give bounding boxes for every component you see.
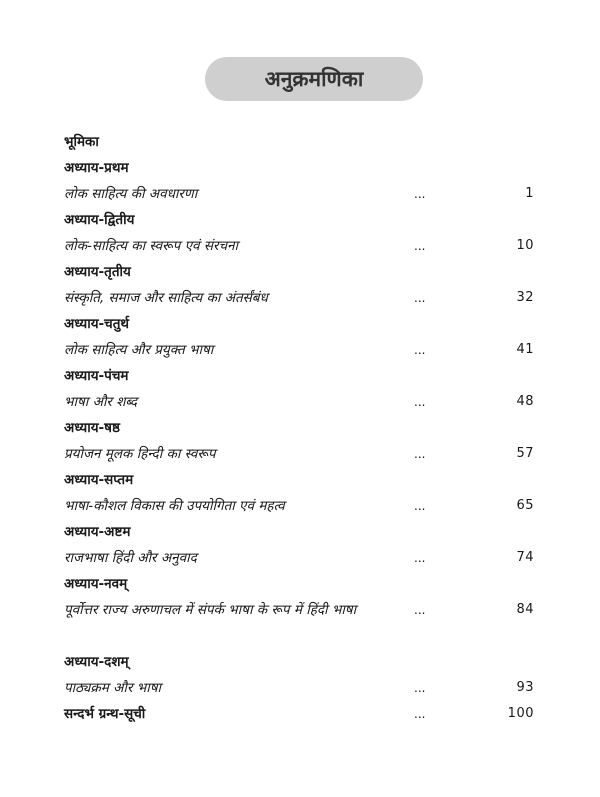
page-title: अनुक्रमणिका [205, 57, 423, 101]
toc-entry [64, 441, 534, 467]
toc-entry [64, 181, 534, 207]
toc-entry-title: पूर्वोत्तर राज्य अरुणाचल में संपर्क भाषा के रूप में हिंदी भाषा [64, 602, 357, 618]
leader-dots: ... [414, 447, 426, 461]
chapter-heading-text: अध्याय-प्रथम [64, 160, 129, 176]
leader-dots: ... [414, 395, 426, 409]
leader-dots: ... [414, 603, 426, 617]
chapter-heading-text: अध्याय-पंचम [64, 368, 129, 384]
chapter-heading-text: अध्याय-षष्ठ [64, 420, 120, 436]
toc-entry-title: राजभाषा हिंदी और अनुवाद [64, 550, 197, 566]
toc-entry-title: लोक-साहित्य का स्वरूप एवं संरचना [64, 238, 239, 254]
toc-entry [64, 701, 534, 727]
page-number: 100 [507, 706, 534, 721]
page-number: 57 [516, 446, 534, 461]
toc-entry [64, 493, 534, 519]
toc-entry [64, 285, 534, 311]
page-number: 41 [516, 342, 534, 357]
leader-dots: ... [414, 707, 426, 721]
chapter-heading [64, 155, 534, 181]
page-number: 32 [516, 290, 534, 305]
chapter-heading-text: भूमिका [64, 134, 99, 150]
chapter-heading [64, 129, 534, 155]
leader-dots: ... [414, 343, 426, 357]
page-number: 84 [516, 602, 534, 617]
toc-entry-title: भाषा और शब्द [64, 394, 138, 410]
chapter-heading [64, 259, 534, 285]
chapter-heading [64, 415, 534, 441]
chapter-heading-text: अध्याय-नवम् [64, 576, 128, 592]
chapter-heading-text: अध्याय-दशम् [64, 654, 129, 670]
chapter-heading [64, 467, 534, 493]
toc-entry [64, 233, 534, 259]
page-number: 65 [516, 498, 534, 513]
toc-entry [64, 675, 534, 701]
chapter-heading [64, 207, 534, 233]
toc-entry-title: प्रयोजन मूलक हिन्दी का स्वरूप [64, 446, 216, 462]
leader-dots: ... [414, 681, 426, 695]
chapter-heading-text: अध्याय-अष्टम [64, 524, 131, 540]
toc-entry-title: लोक साहित्य की अवधारणा [64, 186, 198, 202]
chapter-heading [64, 519, 534, 545]
chapter-heading-text: अध्याय-तृतीय [64, 264, 131, 280]
toc-entry-title: सन्दर्भ ग्रन्थ-सूची [64, 706, 146, 722]
chapter-heading [64, 649, 534, 675]
toc-entry-title: संस्कृति, समाज और साहित्य का अंतर्संबंध [64, 290, 268, 306]
table-of-contents [64, 129, 534, 727]
chapter-heading [64, 571, 534, 597]
leader-dots: ... [414, 499, 426, 513]
chapter-heading [64, 311, 534, 337]
toc-entry [64, 389, 534, 415]
chapter-heading [64, 363, 534, 389]
chapter-heading-text: अध्याय-द्वितीय [64, 212, 135, 228]
leader-dots: ... [414, 551, 426, 565]
toc-entry [64, 545, 534, 571]
page-number: 48 [516, 394, 534, 409]
leader-dots: ... [414, 291, 426, 305]
page-number: 1 [525, 186, 534, 201]
toc-entry-title: पाठ्यक्रम और भाषा [64, 680, 162, 696]
toc-entry [64, 337, 534, 363]
toc-entry-title: भाषा-कौशल विकास की उपयोगिता एवं महत्व [64, 498, 285, 514]
page-number: 74 [516, 550, 534, 565]
chapter-heading-text: अध्याय-चतुर्थ [64, 316, 130, 332]
chapter-heading-text: अध्याय-सप्तम [64, 472, 134, 488]
leader-dots: ... [414, 187, 426, 201]
toc-entry [64, 597, 534, 649]
leader-dots: ... [414, 239, 426, 253]
page-number: 93 [516, 680, 534, 695]
page-number: 10 [516, 238, 534, 253]
toc-entry-title: लोक साहित्य और प्रयुक्त भाषा [64, 342, 214, 358]
